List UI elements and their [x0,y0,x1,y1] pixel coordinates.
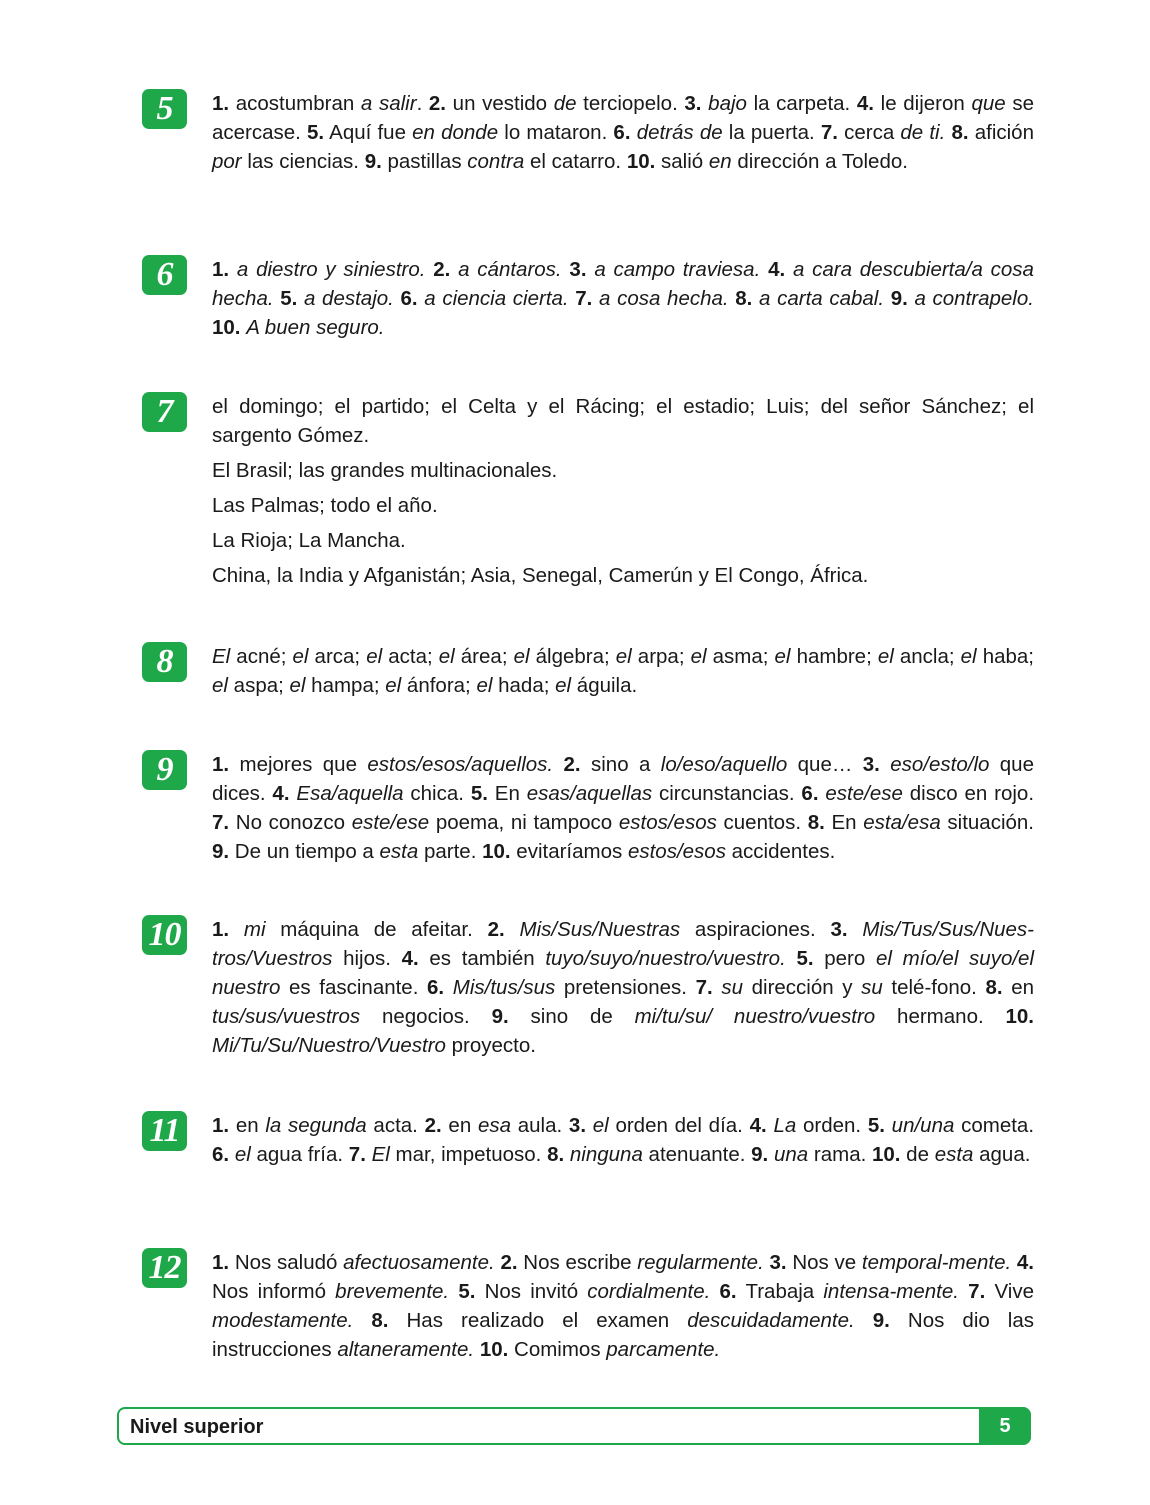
answer-highlight: modestamente. [212,1309,354,1332]
item-number: 6. [719,1280,737,1303]
answer-line: La Rioja; La Mancha. [212,529,406,552]
answer-fragment: hijos. [332,947,402,970]
answer-highlight: Esa/aquella [296,782,404,805]
answer-text [212,89,1034,176]
level-label: Nivel superior [130,1416,264,1438]
answer-fragment: máquina de afeitar. [265,918,488,941]
answer-text [212,915,1034,1060]
item-number: 9. [364,150,382,173]
answer-fragment: pastillas [381,150,468,173]
answer-highlight: su [721,976,743,999]
answer-highlight: a cosa hecha. [599,287,729,310]
answer-highlight: a ciencia cierta. [424,287,569,310]
answer-highlight: El [371,1143,390,1166]
item-number: 2. [433,258,451,281]
item-number: 10. [626,150,656,173]
answer-fragment [586,1114,593,1137]
answer-highlight: El [212,645,231,668]
answer-fragment: acostumbran [229,92,361,115]
answer-fragment [444,976,453,999]
answer-highlight: este/ese [825,782,903,805]
exercise-number-badge: 8 [142,642,187,682]
page-number: 5 [979,1407,1031,1445]
answer-highlight: un/una [891,1114,955,1137]
answer-fragment: se acercase. [212,92,1034,144]
item-number: 3. [568,1114,587,1137]
answer-fragment: agua fría. [250,1143,349,1166]
answer-fragment: cuentos. [716,811,808,834]
item-number: 1. [212,1251,230,1274]
answer-highlight: estos/esos [618,811,717,834]
answer-highlight: intensa-mente. [823,1280,959,1303]
answer-fragment: cerca [837,121,901,144]
answer-fragment: rama. [808,1143,872,1166]
answer-fragment: en [229,1114,266,1137]
answer-highlight: La [773,1114,797,1137]
item-number: 5. [307,121,325,144]
item-number: 9. [872,1309,890,1332]
answer-fragment: las ciencias. [241,150,365,173]
answer-fragment: le dijeron [874,92,972,115]
answer-text [212,255,1034,342]
answer-highlight: cordialmente. [587,1280,711,1303]
answer-fragment: aspiraciones. [680,918,831,941]
item-number: 4. [768,258,786,281]
answer-highlight: el [212,674,228,697]
exercise-number-badge: 7 [142,392,187,432]
item-number: 5. [867,1114,885,1137]
answer-fragment: hambre; [790,645,878,668]
answer-fragment: Aquí fue [324,121,413,144]
answer-highlight: el [615,645,632,668]
answer-highlight: que [971,92,1006,115]
answer-fragment: hermano. [875,1005,1006,1028]
item-number: 8. [807,811,825,834]
item-number: 5. [470,782,488,805]
answer-highlight: afectuosamente. [343,1251,495,1274]
answer-highlight: temporal-mente. [861,1251,1012,1274]
answer-fragment: Nos invitó [475,1280,588,1303]
exercise-number-badge: 9 [142,750,187,790]
answer-highlight: altaneramente. [337,1338,475,1361]
answer-fragment: es también [418,947,546,970]
answer-fragment: asma; [706,645,775,668]
answer-highlight: a campo traviesa. [594,258,761,281]
answer-highlight: el [592,1114,609,1137]
answer-fragment: de [900,1143,935,1166]
item-number: 8. [547,1143,565,1166]
item-number: 3. [684,92,702,115]
answer-fragment [450,258,458,281]
answer-highlight: Mi/Tu/Su/Nuestro/Vuestro [212,1034,446,1057]
answer-fragment: aula. [511,1114,569,1137]
item-number: 9. [890,287,908,310]
item-number: 10. [212,316,241,339]
answer-highlight: el [234,1143,251,1166]
answer-highlight: el mío/el suyo/el nuestro [212,947,1035,999]
answer-fragment: pretensiones. [555,976,696,999]
answer-fragment: No conozco [229,811,352,834]
item-number: 6. [613,121,631,144]
answer-fragment: Nos dio las instrucciones [212,1309,1035,1361]
item-number: 5. [796,947,814,970]
answer-text [212,392,1034,596]
answer-fragment: agua. [973,1143,1031,1166]
answer-highlight: a cara descubierta/a cosa hecha. [212,258,1034,310]
item-number: 3. [862,753,880,776]
answer-fragment: afición [968,121,1034,144]
answer-fragment: la carpeta. [746,92,857,115]
answer-highlight: a salir [360,92,417,115]
answer-fragment: parte. [418,840,483,863]
answer-fragment: la puerta. [722,121,821,144]
item-number: 9. [751,1143,769,1166]
answer-highlight: mi/tu/su/ nuestro/vuestro [634,1005,876,1028]
answer-text [212,750,1034,866]
answer-highlight: el [960,645,977,668]
answer-highlight: la segunda [265,1114,367,1137]
item-number: 6. [400,287,418,310]
answer-highlight: tus/sus/vuestros [212,1005,361,1028]
item-number: 4. [856,92,875,115]
exercise-number-badge: 5 [142,89,187,129]
item-number: 4. [401,947,419,970]
answer-fragment [785,258,793,281]
answer-fragment: proyecto. [445,1034,536,1057]
answer-highlight: este/ese [351,811,430,834]
answer-fragment: haba; [976,645,1034,668]
answer-fragment: Trabaja [736,1280,824,1303]
answer-highlight: el [690,645,707,668]
exercise-number-badge: 11 [142,1111,187,1151]
answer-fragment: en [441,1114,478,1137]
answer-fragment: dirección y [743,976,862,999]
answer-highlight: el [385,674,402,697]
answer-fragment [760,258,768,281]
answer-highlight: el [513,645,530,668]
answer-highlight: a diestro y siniestro. [236,258,426,281]
item-number: 1. [212,92,230,115]
answer-fragment: sino a [580,753,661,776]
answer-highlight: de ti. [900,121,946,144]
answer-fragment: sino de [508,1005,635,1028]
answer-highlight: a carta cabal. [759,287,885,310]
answer-highlight: el [476,674,493,697]
answer-fragment [710,1280,719,1303]
item-number: 8. [735,287,753,310]
answer-highlight: Mis/tus/sus [452,976,556,999]
exercise-number-badge: 12 [142,1248,187,1288]
answer-highlight: el [555,674,572,697]
answer-fragment: Has realizado el examen [388,1309,688,1332]
item-number: 2. [563,753,581,776]
answer-highlight: Mis/Tus/Sus/Nues-tros/Vuestros [212,918,1035,970]
answer-highlight: Mis/Sus/Nuestras [519,918,681,941]
answer-fragment [297,287,304,310]
answer-fragment: poema, ni tampoco [429,811,619,834]
answer-fragment [449,1280,458,1303]
answer-fragment: acné; [230,645,293,668]
item-number: 3. [569,258,587,281]
answer-highlight: parcamente. [606,1338,721,1361]
item-number: 10. [871,1143,901,1166]
item-number: 6. [427,976,445,999]
answer-fragment: telé-fono. [882,976,986,999]
answer-fragment: Nos informó [212,1280,336,1303]
answer-fragment: área; [454,645,514,668]
answer-fragment: En [824,811,864,834]
answer-fragment: accidentes. [725,840,836,863]
answer-highlight: estos/esos/aquellos. [367,753,554,776]
answer-text [212,1248,1034,1364]
answer-highlight: descuidadamente. [687,1309,855,1332]
item-number: 1. [212,753,230,776]
answer-fragment: evitaríamos [510,840,628,863]
exercise-number-badge: 6 [142,255,187,295]
answer-fragment: un vestido [446,92,554,115]
answer-fragment [855,1309,873,1332]
answer-line: El Brasil; las grandes multinacionales. [212,459,558,482]
answer-fragment: negocios. [360,1005,492,1028]
item-number: 8. [951,121,969,144]
answer-highlight: en [708,150,732,173]
item-number: 7. [575,287,593,310]
item-number: 4. [272,782,290,805]
answer-highlight: esta [934,1143,974,1166]
answer-fragment: arpa; [631,645,691,668]
answer-text [212,1111,1034,1169]
item-number: 7. [820,121,838,144]
answer-highlight: a contrapelo. [914,287,1034,310]
answer-fragment [229,918,244,941]
answer-fragment: arca; [308,645,367,668]
answer-fragment: terciopelo. [576,92,685,115]
item-number: 7. [695,976,713,999]
item-number: 2. [500,1251,518,1274]
answer-fragment: que… [787,753,863,776]
answer-fragment [353,1309,371,1332]
answer-fragment: Comimos [508,1338,607,1361]
answer-highlight: esa [477,1114,512,1137]
answer-fragment [959,1280,968,1303]
answer-fragment: aspa; [227,674,290,697]
answer-fragment: dirección a Toledo. [731,150,908,173]
answer-fragment: orden. [796,1114,868,1137]
answer-fragment: es fascinante. [280,976,428,999]
answer-fragment: De un tiempo a [229,840,380,863]
answer-highlight: esta/esa [863,811,941,834]
item-number: 1. [212,258,230,281]
answer-fragment: salió [655,150,709,173]
answer-highlight: una [773,1143,809,1166]
item-number: 9. [212,840,230,863]
answer-fragment: álgebra; [529,645,616,668]
answer-fragment: águila. [571,674,638,697]
answer-fragment [229,258,237,281]
item-number: 3. [830,918,848,941]
answer-highlight: de [553,92,577,115]
answer-fragment: chica. [403,782,471,805]
answer-fragment: disco en rojo. [902,782,1035,805]
answer-highlight: el [292,645,309,668]
answer-highlight: contra [467,150,525,173]
answer-fragment [786,947,797,970]
answer-highlight: regularmente. [637,1251,764,1274]
answer-fragment: que dices. [212,753,1034,805]
answer-fragment [848,918,863,941]
answer-fragment: circunstancias. [652,782,802,805]
answer-highlight: esta [379,840,419,863]
answer-highlight: A buen seguro. [246,316,385,339]
answer-highlight: eso/esto/lo [890,753,990,776]
item-number: 2. [424,1114,442,1137]
answer-fragment: orden del día. [608,1114,750,1137]
answer-highlight: brevemente. [335,1280,450,1303]
answer-fragment: en [1002,976,1035,999]
item-number: 7. [348,1143,366,1166]
item-number: 4. [749,1114,767,1137]
answer-highlight: a destajo. [303,287,394,310]
answer-fragment: Vive [985,1280,1034,1303]
answer-highlight: el [366,645,383,668]
item-number: 8. [371,1309,389,1332]
answer-highlight: en donde [412,121,499,144]
answer-fragment: Nos ve [786,1251,862,1274]
answer-highlight: el [877,645,894,668]
answer-highlight: ninguna [569,1143,643,1166]
answer-fragment [885,1114,892,1137]
item-number: 10. [479,1338,509,1361]
answer-highlight: tuyo/suyo/nuestro/vuestro. [545,947,786,970]
answer-fragment: En [487,782,527,805]
answer-fragment: acta; [382,645,439,668]
answer-fragment: ancla; [893,645,961,668]
answer-highlight: el [774,645,791,668]
answer-fragment: Nos saludó [229,1251,344,1274]
item-number: 8. [985,976,1003,999]
answer-fragment [880,753,890,776]
answer-line: China, la India y Afganistán; Asia, Senegal, Camerún y El Congo, África. [212,564,869,587]
item-number: 10. [482,840,511,863]
answer-fragment: . [416,92,429,115]
item-number: 7. [212,811,230,834]
answer-fragment [884,287,891,310]
answer-text [212,642,1034,700]
page-footer [117,1407,1031,1445]
item-number: 6. [212,1143,230,1166]
exercise-number-badge: 10 [142,915,187,955]
item-number: 1. [212,1114,230,1137]
answer-fragment: mar, impetuoso. [389,1143,548,1166]
answer-fragment: hampa; [305,674,386,697]
answer-highlight: bajo [708,92,747,115]
answer-highlight: el [289,674,306,697]
answer-fragment [553,753,563,776]
answer-highlight: el [438,645,455,668]
item-number: 5. [280,287,298,310]
item-number: 3. [769,1251,787,1274]
answer-fragment [505,918,520,941]
answer-highlight: esas/aquellas [526,782,653,805]
answer-fragment: ánfora; [401,674,477,697]
answer-fragment: hada; [492,674,556,697]
answer-line: Las Palmas; todo el año. [212,494,438,517]
answer-highlight: por [212,150,242,173]
answer-fragment: el catarro. [524,150,627,173]
item-number: 6. [801,782,819,805]
item-number: 9. [491,1005,509,1028]
item-number: 7. [968,1280,986,1303]
answer-fragment: lo mataron. [498,121,614,144]
answer-fragment: cometa. [954,1114,1035,1137]
answer-highlight: a cántaros. [458,258,562,281]
answer-highlight: su [861,976,883,999]
answer-highlight: estos/esos [627,840,726,863]
answer-highlight: mi [243,918,266,941]
answer-fragment: Nos escribe [517,1251,638,1274]
item-number: 2. [487,918,505,941]
answer-fragment: situación. [940,811,1034,834]
answer-fragment: atenuante. [642,1143,752,1166]
answer-fragment: pero [813,947,876,970]
answer-highlight: detrás de [636,121,723,144]
item-number: 10. [1005,1005,1034,1028]
answer-fragment: mejores que [229,753,368,776]
answer-fragment [394,287,401,310]
item-number: 1. [212,918,230,941]
answer-line: el domingo; el partido; el Celta y el Rácing; el estadio; Luis; del señor Sánchez; el sargento Gómez. [212,395,1034,447]
answer-highlight: lo/eso/aquello [660,753,788,776]
item-number: 5. [458,1280,476,1303]
item-number: 2. [428,92,447,115]
item-number: 4. [1016,1251,1035,1274]
answer-fragment: acta. [366,1114,425,1137]
